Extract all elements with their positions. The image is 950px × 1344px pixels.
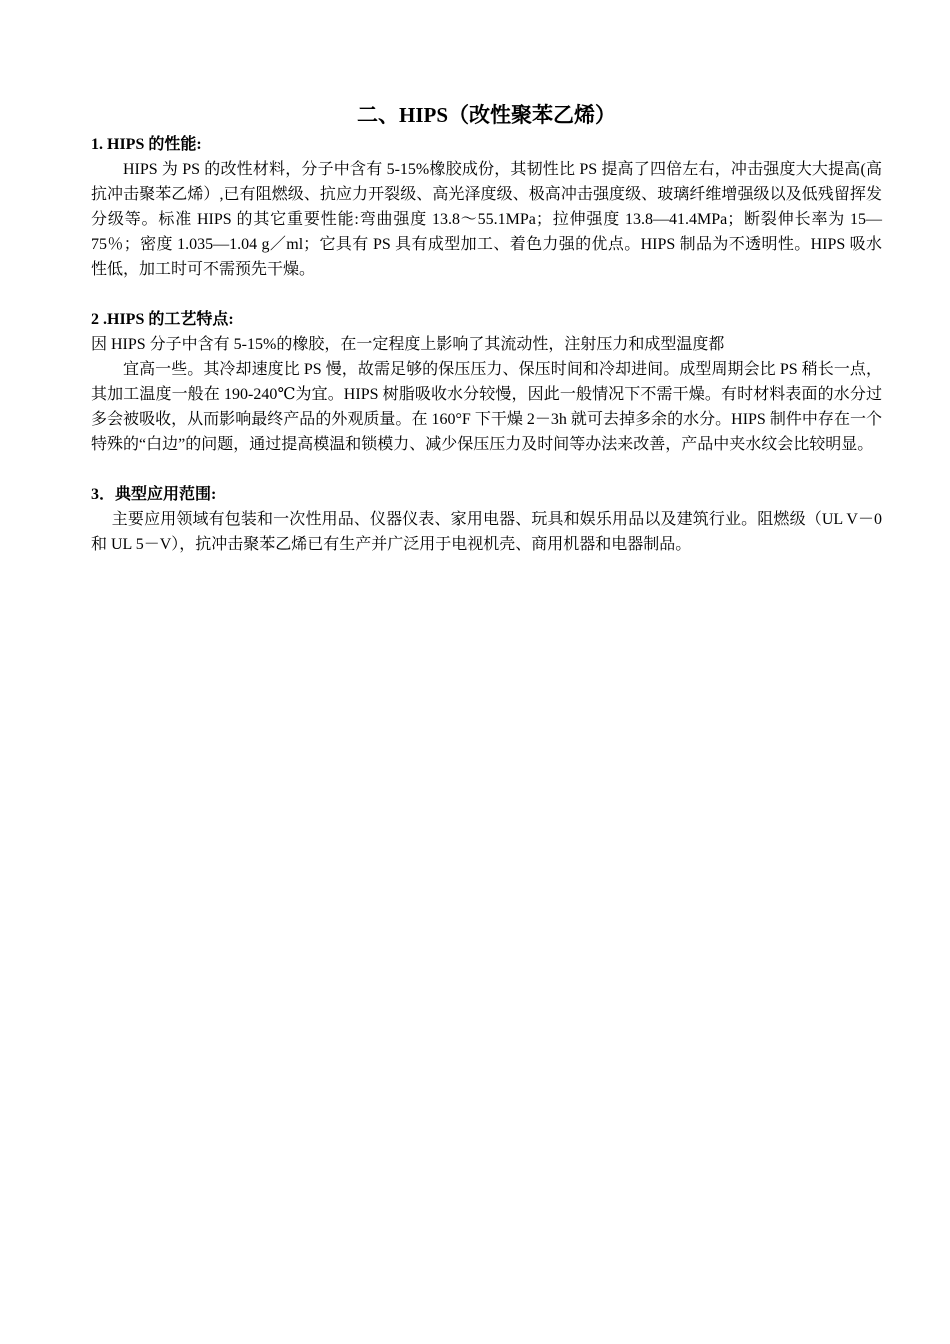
section-heading-applications: 3．典型应用范围: [91, 486, 217, 503]
spacer [91, 282, 882, 307]
section-heading-properties: 1. HIPS 的性能: [91, 136, 202, 153]
section-properties [91, 132, 882, 282]
paragraph-process-body: 宜高一些。其冷却速度比 PS 慢，故需足够的保压压力、保压时间和冷却进间。成型周期会比 PS 稍长一点，其加工温度一般在 190-240℃为宜。HIPS 树脂吸收水分较慢，因此一般情况下不需干燥。有时材料表面的水分过多会被吸收，从而影响最终产品的外观质量。在 160°F 下干燥 2－3h 就可去掉多余的水分。HIPS 制件中存在一个特殊的“白边”的问题，通过提高模温和锁模力、减少保压压力及时间等办法来改善，产品中夹水纹会比较明显。 [91, 361, 882, 453]
paragraph-properties: HIPS 为 PS 的改性材料，分子中含有 5-15%橡胶成份，其韧性比 PS 提高了四倍左右，冲击强度大大提高(高抗冲击聚苯乙烯）,已有阻燃级、抗应力开裂级、高光泽度级、极高冲击强度级、玻璃纤维增强级以及低残留挥发分级等。标准 HIPS 的其它重要性能:弯曲强度 13.8～55.1MPa；拉伸强度 13.8—41.4MPa；断裂伸长率为 15—75％；密度 1.035—1.04 g／ml；它具有 PS 具有成型加工、着色力强的优点。HIPS 制品为不透明性。HIPS 吸水性低，加工时可不需预先干燥。 [91, 161, 882, 278]
section-applications [91, 482, 882, 557]
paragraph-process-lead: 因 HIPS 分子中含有 5-15%的橡胶，在一定程度上影响了其流动性，注射压力和成型温度都 [91, 336, 725, 353]
document-page [91, 100, 882, 557]
section-process [91, 307, 882, 457]
spacer [91, 457, 882, 482]
document-title: 二、HIPS（改性聚苯乙烯） [356, 103, 616, 127]
paragraph-applications: 主要应用领域有包装和一次性用品、仪器仪表、家用电器、玩具和娱乐用品以及建筑行业。阻燃级（UL V－0 和 UL 5－V），抗冲击聚苯乙烯已有生产并广泛用于电视机壳、商用机器和电器制品。 [91, 511, 882, 553]
section-heading-process: 2 .HIPS 的工艺特点: [91, 311, 234, 328]
